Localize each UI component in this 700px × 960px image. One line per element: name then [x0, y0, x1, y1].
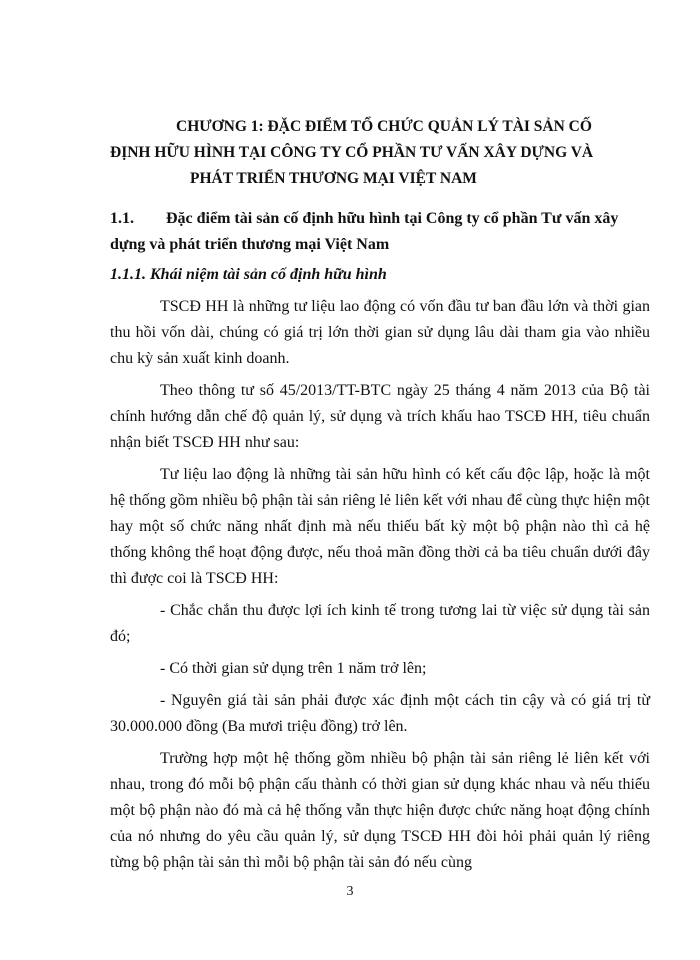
paragraph-system-case: Trường hợp một hệ thống gồm nhiều bộ phận tài sản riêng lẻ liên kết với nhau, trong đó mỗi bộ phận cấu thành có thời gian sử dụng khác nhau và nếu thiếu một bộ phận nào đó mà cả hệ thống vẫn thực hiện được chức năng hoạt động chính của nó nhưng do yêu cầu quản lý, sử dụng TSCĐ HH đòi hỏi phải quản lý riêng từng bộ phận tài sản thì mỗi bộ phận tài sản đó nếu cùng	[110, 750, 650, 871]
chapter-title-line-2: ĐỊNH HỮU HÌNH TẠI CÔNG TY CỔ PHẦN TƯ VẤN XÂY DỰNG VÀ	[110, 144, 594, 161]
criteria-item-duration: - Có thời gian sử dụng trên 1 năm trở lên;	[160, 660, 427, 677]
chapter-title	[110, 114, 650, 192]
paragraph-definition: TSCĐ HH là những tư liệu lao động có vốn đầu tư ban đầu lớn và thời gian thu hồi vốn dài, chúng có giá trị lớn thời gian sử dụng lâu dài tham gia vào nhiều chu kỳ sản xuất kinh doanh.	[110, 298, 650, 367]
page-number: 3	[346, 884, 354, 899]
section-title-line-1: Đặc điểm tài sản cố định hữu hình tại Công ty cổ phần Tư vấn xây	[166, 210, 619, 227]
chapter-title-line-3: PHÁT TRIỂN THƯƠNG MẠI VIỆT NAM	[190, 170, 477, 187]
section-title-line-2: dựng và phát triển thương mại Việt Nam	[110, 236, 390, 253]
criteria-item-benefit: - Chắc chắn thu được lợi ích kinh tế trong tương lai từ việc sử dụng tài sản đó;	[110, 602, 650, 645]
section-heading	[110, 206, 650, 258]
section-number: 1.1.	[110, 210, 134, 227]
subsection-heading: 1.1.1. Khái niệm tài sản cố định hữu hình	[110, 266, 387, 283]
chapter-title-line-1: CHƯƠNG 1: ĐẶC ĐIỂM TỔ CHỨC QUẢN LÝ TÀI SẢN CỐ	[176, 118, 592, 135]
paragraph-criteria-intro: Tư liệu lao động là những tài sản hữu hình có kết cấu độc lập, hoặc là một hệ thống gồm nhiều bộ phận tài sản riêng lẻ liên kết với nhau để cùng thực hiện một hay một số chức năng nhất định mà nếu thiếu bất kỳ một bộ phận nào thì cả hệ thống không thể hoạt động được, nếu thoả mãn đồng thời cả ba tiêu chuẩn dưới đây thì được coi là TSCĐ HH:	[110, 466, 650, 587]
criteria-item-cost: - Nguyên giá tài sản phải được xác định một cách tin cậy và có giá trị từ 30.000.000 đồng (Ba mươi triệu đồng) trở lên.	[110, 692, 650, 735]
document-body	[110, 206, 650, 876]
paragraph-circular-reference: Theo thông tư số 45/2013/TT-BTC ngày 25 tháng 4 năm 2013 của Bộ tài chính hướng dẫn chế độ quản lý, sử dụng và trích khấu hao TSCĐ HH, tiêu chuẩn nhận biết TSCĐ HH như sau:	[110, 382, 650, 451]
